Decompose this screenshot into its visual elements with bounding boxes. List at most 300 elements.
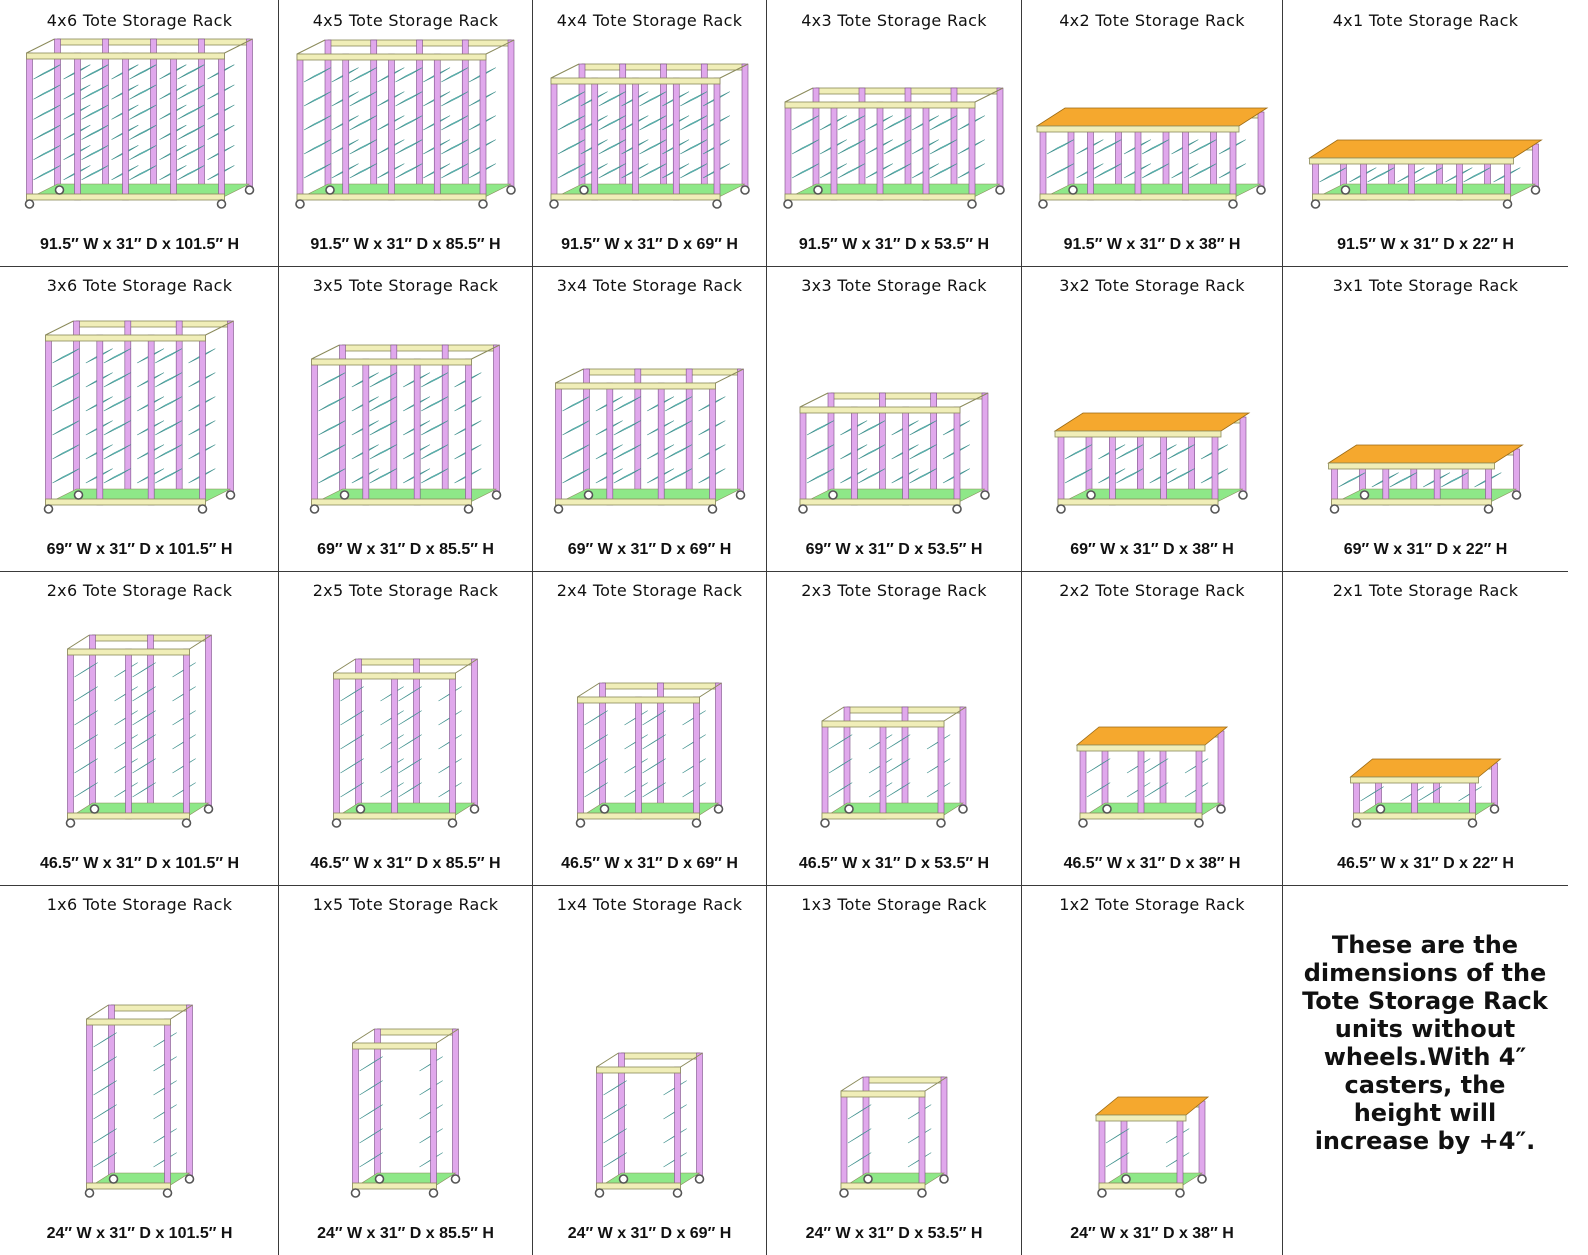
rack-title: 1x5 Tote Storage Rack — [312, 895, 499, 914]
tote-storage-rack-illustration — [767, 299, 1021, 531]
rack-title: 4x3 Tote Storage Rack — [801, 11, 987, 30]
rack-side-rail — [597, 1053, 619, 1067]
rack-cell — [1, 886, 278, 1255]
rack-bottom-rail — [841, 1183, 925, 1189]
tote-storage-rack-illustration — [767, 918, 1021, 1215]
rack-title: 2x5 Tote Storage Rack — [312, 581, 499, 600]
rack-bottom-rail — [556, 499, 716, 505]
rack-front-post — [556, 383, 562, 505]
rack-dimensions: 24″ W x 31″ D x 53.5″ H — [805, 1225, 983, 1242]
tote-storage-rack-illustration — [1022, 918, 1282, 1215]
tote-storage-rack-illustration — [279, 33, 532, 226]
rack-back-top-rail — [112, 1005, 190, 1011]
rack-front-post — [431, 1043, 437, 1189]
caster-wheel-icon — [693, 819, 701, 827]
rack-dimensions: 91.5″ W x 31″ D x 38″ H — [1063, 236, 1241, 253]
rack-top-panel — [1096, 1097, 1208, 1115]
rack-side-rail — [312, 345, 340, 359]
rack-front-post — [27, 53, 33, 200]
rack-side-rail — [334, 659, 356, 673]
rack-front-top-rail — [800, 407, 960, 413]
rack-back-post — [508, 40, 514, 192]
rack-cell — [533, 267, 766, 571]
caster-wheel-icon — [829, 491, 837, 499]
rack-top-edge — [1310, 158, 1514, 164]
rack-bottom-rail — [1058, 499, 1218, 505]
caster-wheel-icon — [715, 805, 723, 813]
tote-storage-rack-illustration — [1283, 604, 1568, 845]
rack-front-post — [923, 102, 929, 200]
rack-top-edge — [1077, 745, 1205, 751]
caster-wheel-icon — [1195, 819, 1203, 827]
rack-dimensions: 46.5″ W x 31″ D x 85.5″ H — [310, 855, 501, 872]
rack-side-rail — [822, 707, 844, 721]
caster-wheel-icon — [585, 491, 593, 499]
rack-bottom-rail — [87, 1183, 171, 1189]
caster-wheel-icon — [1057, 505, 1065, 513]
rack-side-rail — [27, 39, 55, 53]
rack-back-post — [982, 393, 988, 497]
caster-wheel-icon — [1198, 1175, 1206, 1183]
tote-storage-rack-illustration — [1, 33, 278, 226]
rack-dimensions: 91.5″ W x 31″ D x 69″ H — [561, 236, 738, 253]
rack-front-post — [200, 335, 206, 505]
caster-wheel-icon — [45, 505, 53, 513]
rack-front-post — [1058, 431, 1064, 505]
rack-bottom-rail — [1080, 813, 1202, 819]
rack-title: 3x2 Tote Storage Rack — [1059, 276, 1245, 295]
caster-wheel-icon — [507, 186, 515, 194]
rack-top-panel — [1055, 413, 1249, 431]
caster-wheel-icon — [326, 186, 334, 194]
rack-front-post — [392, 673, 398, 819]
rack-bottom-rail — [1099, 1183, 1183, 1189]
caster-wheel-icon — [674, 1189, 682, 1197]
rack-front-post — [938, 721, 944, 819]
rack-front-post — [68, 649, 74, 819]
rack-title: 1x6 Tote Storage Rack — [46, 895, 233, 914]
rack-top-panel — [1329, 445, 1523, 463]
rack-dimensions: 69″ W x 31″ D x 85.5″ H — [317, 541, 494, 558]
rack-top-panel — [1310, 140, 1542, 158]
caster-wheel-icon — [246, 186, 254, 194]
caster-wheel-icon — [784, 200, 792, 208]
caster-wheel-icon — [864, 1175, 872, 1183]
rack-front-post — [466, 359, 472, 505]
rack-front-top-rail — [551, 78, 720, 84]
rack-side-rail — [841, 1077, 863, 1091]
caster-wheel-icon — [86, 1189, 94, 1197]
rack-cell — [1022, 1, 1282, 266]
caster-wheel-icon — [341, 491, 349, 499]
rack-front-post — [785, 102, 791, 200]
rack-back-post — [941, 1077, 947, 1181]
caster-wheel-icon — [205, 805, 213, 813]
caster-wheel-icon — [67, 819, 75, 827]
rack-back-post — [187, 1005, 193, 1181]
rack-back-post — [1199, 1101, 1205, 1181]
caster-wheel-icon — [741, 186, 749, 194]
rack-back-post — [738, 369, 744, 497]
rack-front-post — [1138, 745, 1144, 819]
rack-front-post — [714, 78, 720, 200]
rack-front-post — [363, 359, 369, 505]
tote-storage-rack-illustration — [1022, 299, 1282, 531]
rack-front-top-rail — [27, 53, 225, 59]
rack-cell — [533, 886, 766, 1255]
caster-wheel-icon — [1217, 805, 1225, 813]
rack-cell — [533, 1, 766, 266]
rack-back-post — [494, 345, 500, 497]
rack-title: 4x2 Tote Storage Rack — [1059, 11, 1245, 30]
caster-wheel-icon — [75, 491, 83, 499]
tote-storage-rack-illustration — [533, 918, 766, 1215]
caster-wheel-icon — [1504, 200, 1512, 208]
caster-wheel-icon — [981, 491, 989, 499]
rack-cell — [1, 572, 278, 885]
caster-wheel-icon — [1069, 186, 1077, 194]
caster-wheel-icon — [601, 805, 609, 813]
rack-front-post — [165, 1019, 171, 1189]
caster-wheel-icon — [376, 1175, 384, 1183]
rack-title: 2x1 Tote Storage Rack — [1332, 581, 1519, 600]
tote-storage-rack-illustration — [1, 604, 278, 845]
caster-wheel-icon — [26, 200, 34, 208]
rack-cell — [279, 1, 532, 266]
tote-storage-rack-illustration — [1022, 33, 1282, 226]
tote-storage-rack-illustration — [767, 604, 1021, 845]
rack-back-post — [247, 39, 253, 192]
rack-front-top-rail — [597, 1067, 681, 1073]
rack-back-top-rail — [77, 321, 231, 327]
rack-front-post — [389, 54, 395, 200]
rack-bottom-rail — [312, 499, 472, 505]
rack-back-post — [228, 321, 234, 497]
caster-wheel-icon — [1469, 819, 1477, 827]
rack-bottom-rail — [68, 813, 190, 819]
rack-dimensions: 24″ W x 31″ D x 69″ H — [567, 1225, 732, 1242]
rack-dimensions: 69″ W x 31″ D x 22″ H — [1343, 541, 1508, 558]
rack-side-rail — [353, 1029, 375, 1043]
caster-height-note: These are the dimensions of the Tote Storage Rack units without wheels.With 4″ casters, the height will increase by +4″. — [1302, 931, 1548, 1155]
rack-front-post — [97, 335, 103, 505]
rack-front-post — [800, 407, 806, 505]
rack-front-post — [148, 335, 154, 505]
rack-cell — [1022, 267, 1282, 571]
rack-back-post — [1240, 417, 1246, 497]
rack-back-top-rail — [866, 1077, 944, 1083]
rack-dimensions: 69″ W x 31″ D x 101.5″ H — [46, 541, 233, 558]
rack-dimensions: 91.5″ W x 31″ D x 53.5″ H — [798, 236, 990, 253]
rack-front-post — [658, 383, 664, 505]
caster-wheel-icon — [357, 805, 365, 813]
rack-back-post — [356, 659, 362, 811]
rack-front-post — [450, 673, 456, 819]
rack-dimensions: 46.5″ W x 31″ D x 22″ H — [1337, 855, 1514, 872]
caster-wheel-icon — [709, 505, 717, 513]
rack-front-post — [551, 78, 557, 200]
rack-front-post — [1230, 126, 1236, 200]
rack-top-edge — [1037, 126, 1239, 132]
rack-front-top-rail — [578, 697, 700, 703]
caster-wheel-icon — [333, 819, 341, 827]
rack-front-post — [841, 1091, 847, 1189]
rack-front-post — [578, 697, 584, 819]
tote-storage-rack-illustration — [1, 299, 278, 531]
rack-cell — [1283, 572, 1568, 885]
rack-front-post — [480, 54, 486, 200]
rack-front-post — [184, 649, 190, 819]
rack-title: 3x1 Tote Storage Rack — [1332, 276, 1519, 295]
caster-wheel-icon — [696, 1175, 704, 1183]
rack-cell — [767, 572, 1021, 885]
tote-storage-rack-illustration — [1283, 33, 1568, 226]
rack-dimensions: 46.5″ W x 31″ D x 69″ H — [561, 855, 738, 872]
rack-dimensions: 24″ W x 31″ D x 85.5″ H — [317, 1225, 494, 1242]
caster-wheel-icon — [164, 1189, 172, 1197]
rack-top-edge — [1351, 777, 1479, 783]
caster-wheel-icon — [577, 819, 585, 827]
rack-front-top-rail — [312, 359, 472, 365]
tote-storage-rack-illustration — [1283, 299, 1568, 531]
rack-dimensions: 69″ W x 31″ D x 69″ H — [567, 541, 732, 558]
rack-bottom-rail — [1313, 194, 1511, 200]
rack-bottom-rail — [46, 499, 206, 505]
rack-front-post — [414, 359, 420, 505]
rack-back-post — [472, 659, 478, 811]
rack-back-post — [697, 1053, 703, 1181]
tote-storage-rack-illustration — [533, 299, 766, 531]
rack-bottom-rail — [578, 813, 700, 819]
caster-wheel-icon — [555, 505, 563, 513]
rack-front-post — [851, 407, 857, 505]
rack-title: 1x4 Tote Storage Rack — [556, 895, 743, 914]
rack-front-top-rail — [46, 335, 206, 341]
rack-dimensions: 91.5″ W x 31″ D x 22″ H — [1337, 236, 1514, 253]
caster-wheel-icon — [1239, 491, 1247, 499]
caster-wheel-icon — [940, 1175, 948, 1183]
rack-front-top-rail — [353, 1043, 437, 1049]
caster-wheel-icon — [1229, 200, 1237, 208]
rack-bottom-rail — [27, 194, 225, 200]
rack-back-post — [151, 39, 157, 192]
rack-front-post — [126, 649, 132, 819]
rack-front-post — [1040, 126, 1046, 200]
rack-side-rail — [551, 64, 579, 78]
caster-wheel-icon — [1079, 819, 1087, 827]
caster-wheel-icon — [1513, 491, 1521, 499]
tote-storage-rack-illustration — [767, 33, 1021, 226]
caster-wheel-icon — [1342, 186, 1350, 194]
rack-back-top-rail — [343, 345, 497, 351]
rack-front-post — [673, 78, 679, 200]
rack-side-rail — [785, 88, 813, 102]
tote-storage-rack-illustration — [279, 299, 532, 531]
rack-cell — [1022, 886, 1282, 1255]
rack-dimensions: 91.5″ W x 31″ D x 101.5″ H — [39, 236, 240, 253]
rack-front-top-rail — [87, 1019, 171, 1025]
rack-front-post — [919, 1091, 925, 1189]
rack-front-post — [87, 1019, 93, 1189]
rack-title: 2x4 Tote Storage Rack — [556, 581, 743, 600]
rack-front-top-rail — [68, 649, 190, 655]
caster-wheel-icon — [449, 819, 457, 827]
rack-title: 4x1 Tote Storage Rack — [1332, 11, 1519, 30]
rack-dimensions: 24″ W x 31″ D x 101.5″ H — [46, 1225, 233, 1242]
rack-back-top-rail — [622, 1053, 700, 1059]
rack-dimensions: 46.5″ W x 31″ D x 53.5″ H — [798, 855, 990, 872]
caster-wheel-icon — [1176, 1189, 1184, 1197]
rack-front-post — [1196, 745, 1202, 819]
caster-wheel-icon — [1331, 505, 1339, 513]
rack-front-post — [1109, 431, 1115, 505]
rack-front-post — [75, 53, 81, 200]
rack-top-panel — [1351, 759, 1501, 777]
caster-wheel-icon — [1485, 505, 1493, 513]
rack-front-post — [607, 383, 613, 505]
rack-back-top-rail — [831, 393, 985, 399]
caster-wheel-icon — [1361, 491, 1369, 499]
rack-side-rail — [87, 1005, 109, 1019]
rack-cell — [279, 886, 532, 1255]
rack-front-post — [877, 102, 883, 200]
tote-storage-rack-illustration — [1, 918, 278, 1215]
rack-back-post — [55, 39, 61, 192]
rack-front-post — [171, 53, 177, 200]
caster-wheel-icon — [1312, 200, 1320, 208]
caster-wheel-icon — [1532, 186, 1540, 194]
caster-wheel-icon — [296, 200, 304, 208]
rack-front-post — [633, 78, 639, 200]
tote-storage-rack-illustration — [1022, 604, 1282, 845]
rack-bottom-rail — [353, 1183, 437, 1189]
rack-front-post — [675, 1067, 681, 1189]
caster-wheel-icon — [1122, 1175, 1130, 1183]
rack-front-post — [46, 335, 52, 505]
rack-title: 4x5 Tote Storage Rack — [312, 11, 499, 30]
caster-wheel-icon — [311, 505, 319, 513]
rack-side-rail — [578, 683, 600, 697]
rack-dimensions: 24″ W x 31″ D x 38″ H — [1070, 1225, 1234, 1242]
rack-front-post — [1135, 126, 1141, 200]
caster-wheel-icon — [479, 200, 487, 208]
rack-cell — [767, 267, 1021, 571]
rack-front-post — [1212, 431, 1218, 505]
caster-wheel-icon — [937, 819, 945, 827]
caster-wheel-icon — [580, 186, 588, 194]
rack-front-post — [1177, 1115, 1183, 1189]
rack-bottom-rail — [334, 813, 456, 819]
tote-storage-rack-illustration — [279, 918, 532, 1215]
rack-cell — [1022, 572, 1282, 885]
caster-wheel-icon — [799, 505, 807, 513]
rack-side-rail — [68, 635, 90, 649]
rack-front-post — [597, 1067, 603, 1189]
rack-front-top-rail — [297, 54, 486, 60]
rack-title: 1x2 Tote Storage Rack — [1059, 895, 1245, 914]
rack-side-rail — [46, 321, 74, 335]
caster-wheel-icon — [452, 1175, 460, 1183]
rack-front-post — [1161, 431, 1167, 505]
caster-wheel-icon — [713, 200, 721, 208]
rack-cell — [1, 267, 278, 571]
rack-top-edge — [1055, 431, 1221, 437]
rack-front-top-rail — [822, 721, 944, 727]
rack-front-post — [1183, 126, 1189, 200]
rack-front-post — [1080, 745, 1086, 819]
caster-wheel-icon — [959, 805, 967, 813]
caster-wheel-icon — [183, 819, 191, 827]
rack-front-top-rail — [785, 102, 975, 108]
caster-wheel-icon — [1257, 186, 1265, 194]
rack-cell — [279, 572, 532, 885]
rack-front-post — [694, 697, 700, 819]
rack-cell — [767, 886, 1021, 1255]
rack-front-post — [353, 1043, 359, 1189]
rack-back-post — [453, 1029, 459, 1181]
rack-front-post — [710, 383, 716, 505]
rack-front-post — [123, 53, 129, 200]
rack-back-post — [1258, 112, 1264, 192]
rack-bottom-rail — [1354, 813, 1476, 819]
rack-cell — [1283, 1, 1568, 266]
rack-bottom-rail — [1040, 194, 1236, 200]
caster-wheel-icon — [968, 200, 976, 208]
rack-front-top-rail — [334, 673, 456, 679]
caster-wheel-icon — [352, 1189, 360, 1197]
rack-dimensions: 69″ W x 31″ D x 53.5″ H — [805, 541, 983, 558]
rack-side-rail — [297, 40, 325, 54]
rack-dimensions: 46.5″ W x 31″ D x 101.5″ H — [39, 855, 240, 872]
tote-storage-rack-illustration — [533, 33, 766, 226]
rack-front-post — [219, 53, 225, 200]
caster-wheel-icon — [1377, 805, 1385, 813]
rack-cell — [1, 1, 278, 266]
rack-bottom-rail — [785, 194, 975, 200]
rack-top-edge — [1329, 463, 1495, 469]
rack-front-post — [831, 102, 837, 200]
rack-bottom-rail — [800, 499, 960, 505]
rack-top-panel — [1037, 108, 1267, 126]
rack-title: 2x3 Tote Storage Rack — [801, 581, 987, 600]
rack-title: 3x5 Tote Storage Rack — [312, 276, 499, 295]
rack-title: 3x6 Tote Storage Rack — [46, 276, 233, 295]
rack-back-post — [997, 88, 1003, 192]
caster-wheel-icon — [227, 491, 235, 499]
caster-wheel-icon — [821, 819, 829, 827]
rack-top-edge — [1096, 1115, 1186, 1121]
rack-title: 2x6 Tote Storage Rack — [46, 581, 233, 600]
rack-front-top-rail — [556, 383, 716, 389]
rack-back-post — [103, 39, 109, 192]
rack-bottom-rail — [1332, 499, 1492, 505]
rack-front-post — [822, 721, 828, 819]
rack-back-post — [375, 1029, 381, 1181]
rack-front-post — [343, 54, 349, 200]
rack-back-post — [960, 707, 966, 811]
caster-wheel-icon — [218, 200, 226, 208]
caster-wheel-icon — [465, 505, 473, 513]
caster-wheel-icon — [620, 1175, 628, 1183]
caster-wheel-icon — [1039, 200, 1047, 208]
caster-wheel-icon — [1211, 505, 1219, 513]
rack-side-rail — [556, 369, 584, 383]
rack-back-top-rail — [587, 369, 741, 375]
rack-front-post — [312, 359, 318, 505]
rack-front-post — [592, 78, 598, 200]
caster-wheel-icon — [91, 805, 99, 813]
rack-bottom-rail — [822, 813, 944, 819]
